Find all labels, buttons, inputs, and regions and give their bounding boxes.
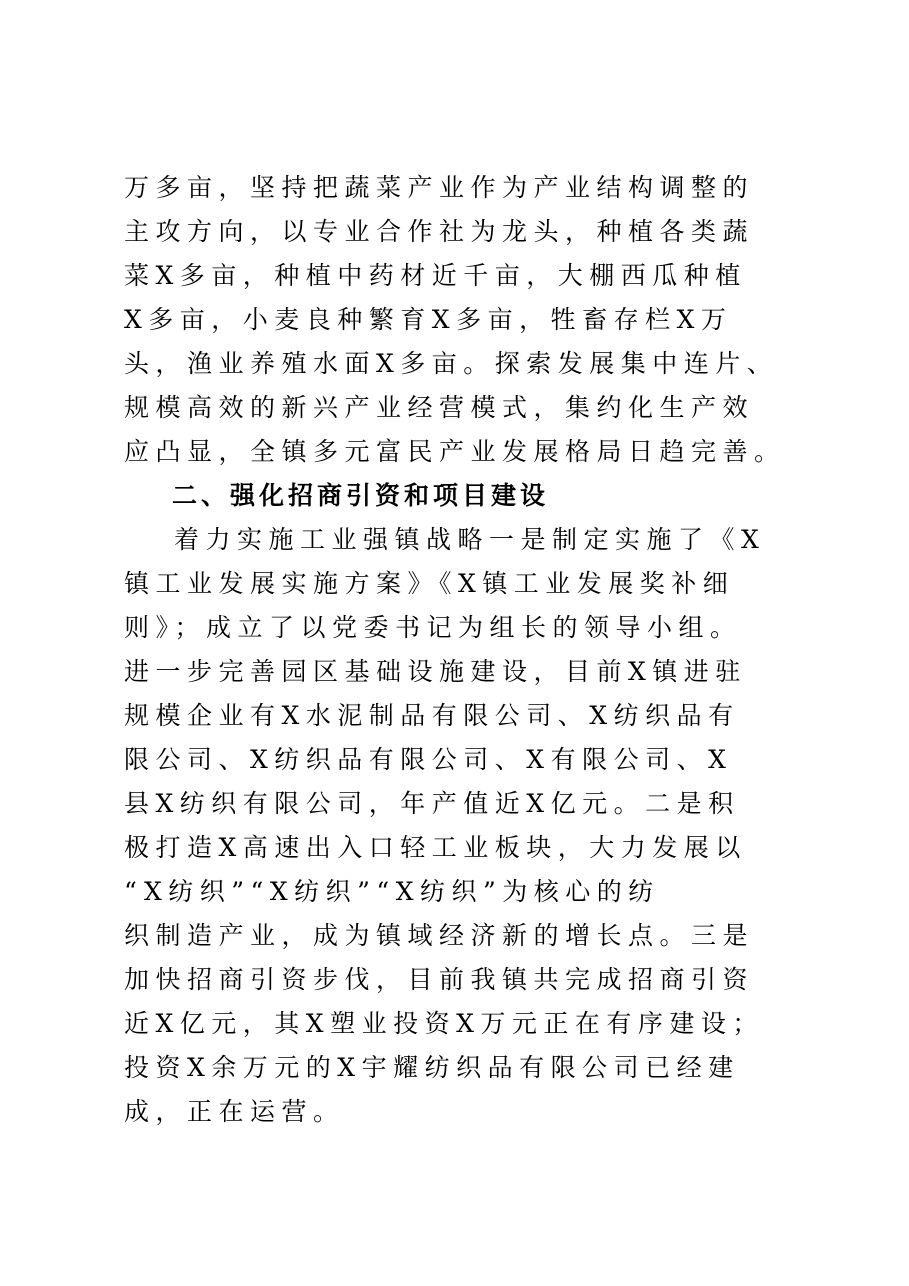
paragraph-1 xyxy=(124,166,814,474)
text-line: 限公司、X纺织品有限公司、X有限公司、X xyxy=(124,745,733,774)
text-line: 成，正在运营。 xyxy=(124,1097,345,1126)
text-line: 应凸显，全镇多元富民产业发展格局日趋完善。 xyxy=(124,437,786,466)
text-line: 极打造X高速出入口轻工业板块，大力发展以 xyxy=(124,833,747,862)
document-body xyxy=(124,166,814,1134)
text-line: 县X纺织有限公司，年产值近X亿元。二是积 xyxy=(124,789,740,818)
text-line: X多亩，小麦良种繁育X多亩，牲畜存栏X万 xyxy=(124,305,733,334)
paragraph-2 xyxy=(124,518,814,1134)
text-line: 着力实施工业强镇战略一是制定实施了《X xyxy=(174,525,766,554)
text-line: 万多亩，坚持把蔬菜产业作为产业结构调整的 xyxy=(124,173,755,202)
text-line: 规模高效的新兴产业经营模式，集约化生产效 xyxy=(124,393,755,422)
text-line: 镇工业发展实施方案》《X镇工业发展奖补细 xyxy=(124,569,735,598)
text-line: 进一步完善园区基础设施建设，目前X镇进驻 xyxy=(124,657,747,686)
text-line: 菜X多亩，种植中药材近千亩，大棚西瓜种植 xyxy=(124,261,747,290)
text-line: “X纺织”“X纺织”“X纺织”为核心的纺 xyxy=(124,877,660,906)
text-line: 则》；成立了以党委书记为组长的领导小组。 xyxy=(124,613,742,642)
text-line: 规模企业有X水泥制品有限公司、X纺织品有 xyxy=(124,701,740,730)
text-line: 头，渔业养殖水面X多亩。探索发展集中连片、 xyxy=(124,349,779,378)
text-line: 主攻方向，以专业合作社为龙头，种植各类蔬 xyxy=(124,217,755,246)
text-line: 加快招商引资步伐，目前我镇共完成招商引资 xyxy=(124,965,755,994)
text-line: 投资X余万元的X宇耀纺织品有限公司已经建 xyxy=(124,1053,740,1082)
text-line: 近X亿元，其X塑业投资X万元正在有序建设； xyxy=(124,1009,764,1038)
section-heading: 二、强化招商引资和项目建设 xyxy=(172,481,550,510)
text-line: 织制造产业，成为镇域经济新的增长点。三是 xyxy=(124,921,755,950)
